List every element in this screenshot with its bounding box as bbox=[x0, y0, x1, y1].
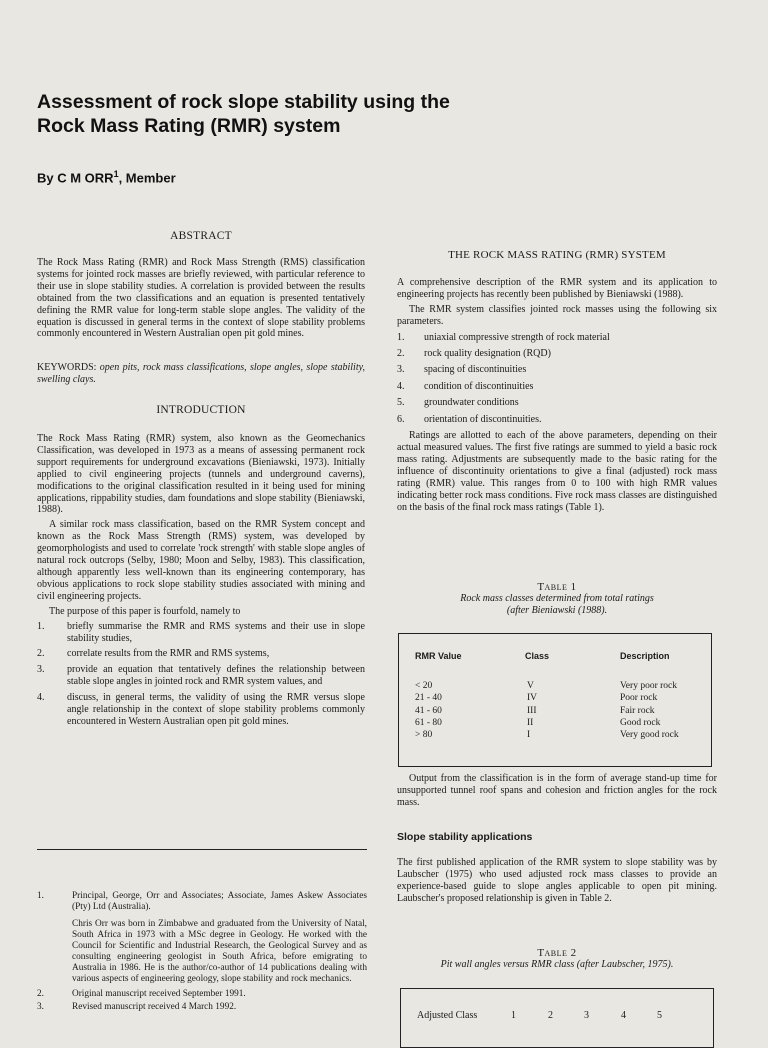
table1-caption-line-1: Rock mass classes determined from total ratings bbox=[460, 593, 654, 604]
rmr-paragraph-4: Output from the classification is in the form of average stand-up time for unsupported tunnel roof spans and cohesion and friction angles for the rock mass. bbox=[397, 773, 717, 808]
table1-description-column bbox=[620, 680, 679, 741]
list-item: 4. discuss, in general terms, the validity of using the RMR versus slope angle relationship in the context of slope stability problems commonly encountered in Western Australian open pit gold mines. bbox=[37, 692, 365, 727]
table-cell: III bbox=[527, 705, 537, 716]
slope-stability-paragraph: The first published application of the RMR system to slope stability was by Laubscher (1975) who used adjusted rock mass classes to provide an experience-based guide to slope angles applicable to open pit mining. Laubscher's proposed relationship is given in Table 2. bbox=[397, 857, 717, 904]
list-item: 1. briefly summarise the RMR and RMS systems and their use in slope stability studies, bbox=[37, 620, 365, 644]
introduction-body bbox=[37, 433, 365, 732]
table2-caption bbox=[397, 947, 717, 971]
table1 bbox=[398, 633, 712, 767]
list-item: 4. condition of discontinuities bbox=[397, 380, 534, 392]
slope-stability-heading: Slope stability applications bbox=[397, 831, 533, 843]
list-item: 1. uniaxial compressive strength of rock material bbox=[397, 331, 610, 343]
table2 bbox=[400, 988, 714, 1048]
table-cell: > 80 bbox=[415, 730, 433, 741]
list-item: 3. spacing of discontinuities bbox=[397, 364, 527, 376]
table2-row-label: Adjusted Class bbox=[417, 1010, 478, 1021]
rmr-system-body bbox=[397, 277, 717, 513]
table-cell: 2 bbox=[548, 1010, 553, 1021]
introduction-heading: INTRODUCTION bbox=[156, 404, 246, 416]
footnote-divider bbox=[37, 849, 367, 850]
author-name: By C M ORR bbox=[37, 170, 114, 186]
table-cell: 3 bbox=[584, 1010, 589, 1021]
intro-paragraph-3: The purpose of this paper is fourfold, namely to bbox=[49, 605, 241, 617]
list-item: 2. rock quality designation (RQD) bbox=[397, 348, 551, 360]
list-item: 2. correlate results from the RMR and RMS systems, bbox=[37, 648, 270, 660]
table-cell: 61 - 80 bbox=[415, 717, 442, 728]
title-line-2: Rock Mass Rating (RMR) system bbox=[37, 115, 341, 137]
table-cell: Very poor rock bbox=[620, 681, 677, 691]
intro-paragraph-1: The Rock Mass Rating (RMR) system, also known as the Geomechanics Classification, was developed in 1973 as a means of assessing permanent rock support requirements for underground excavations (Bieniawski, 1973). Initially applied to civil engineering projects (tunnels and underground caverns), modifications to the original classification resulted in it being used for mining applications, rippability studies, dam foundations and slope stability (Bieniawski, 1988). bbox=[37, 433, 365, 516]
title-line-1: Assessment of rock slope stability using the bbox=[37, 91, 450, 113]
author-byline bbox=[37, 169, 176, 185]
table1-caption bbox=[397, 581, 717, 617]
footnote-item: 3. Revised manuscript received 4 March 1992. bbox=[37, 1002, 237, 1012]
table-cell: 21 - 40 bbox=[415, 693, 442, 704]
table-cell: II bbox=[527, 717, 534, 728]
table-cell: I bbox=[527, 730, 531, 741]
abstract-text: The Rock Mass Rating (RMR) and Rock Mass Strength (RMS) classification systems for jointed rock masses are briefly reviewed, with particular reference to their use in slope stability studies. A correlation is provided between the results obtained from the two classifications and an equation is presented tentatively defining the RMR value for long-term stable slope angles. The validity of the equation is discussed in general terms in the context of slope stability problems commonly encountered in Western Australian open pit gold mines. bbox=[37, 257, 365, 340]
author-bio: Chris Orr was born in Zimbabwe and graduated from the University of Natal, South Africa in 1973 with a MSc degree in Geology. He worked with the Council for Scientific and Industrial Research, the Geological Survey and as consulting engineering geologist in South Africa, before emigrating to Australia in 1986. He is the author/co-author of 14 publications dealing with various aspects of engineering geology, slope stability and rock mechanics. bbox=[72, 919, 367, 984]
keywords-text: open pits, rock mass classifications, slope angles, slope stability, swelling clays. bbox=[37, 362, 365, 385]
purpose-list bbox=[37, 621, 365, 728]
table-cell: Very good rock bbox=[620, 730, 679, 741]
table1-class-column bbox=[527, 680, 537, 741]
table1-rmr-column bbox=[415, 680, 442, 741]
table2-label: Table 2 bbox=[537, 947, 577, 959]
keywords-label: KEYWORDS: bbox=[37, 362, 97, 373]
keywords bbox=[37, 362, 365, 386]
table1-header-rmr: RMR Value bbox=[415, 651, 462, 661]
rmr-paragraph-2: The RMR system classifies jointed rock masses using the following six parameters. bbox=[397, 303, 717, 327]
table-cell: < 20 bbox=[415, 681, 433, 691]
rmr-paragraph-3: Ratings are allotted to each of the above parameters, depending on their actual measured values. The first five ratings are summed to yield a basic rock mass rating. Adjustments are subsequently made to the basic rating for the influence of discontinuity orientations to give a final (adjusted) rock mass rating (RMR) value. This ranges from 0 to 100 with high RMR values indicating better rock mass conditions. Five rock mass classes are distinguished on the basis of the final rock mass ratings (Table 1). bbox=[397, 430, 717, 513]
footnote-item: 1. Principal, George, Orr and Associates; Associate, James Askew Associates (Pty) Ltd (Australia). bbox=[37, 891, 367, 912]
footnote-item: 2. Original manuscript received September 1991. bbox=[37, 989, 246, 999]
list-item: 5. groundwater conditions bbox=[397, 397, 519, 409]
table-cell: 5 bbox=[657, 1010, 662, 1021]
list-item: 6. orientation of discontinuities. bbox=[397, 413, 542, 425]
table-cell: 41 - 60 bbox=[415, 705, 442, 716]
author-footnote-marker: 1 bbox=[113, 169, 119, 179]
table-cell: IV bbox=[527, 693, 538, 704]
table2-caption-text: Pit wall angles versus RMR class (after Laubscher, 1975). bbox=[440, 959, 674, 970]
intro-paragraph-2: A similar rock mass classification, based on the RMR System concept and known as the Rock Mass Strength (RMS) system, was developed by geomorphologists and used to correlate 'rock strength' with stable slope angles of natural rock outcrops (Selby, 1980; Moon and Selby, 1983). This classification, although apparently less well-known than its engineering contemporary, has obvious applications to rock slope stability studies associated with mining and civil engineering projects. bbox=[37, 519, 365, 602]
author-suffix: , Member bbox=[118, 170, 176, 186]
table-cell: V bbox=[527, 681, 534, 691]
rmr-paragraph-1: A comprehensive description of the RMR system and its application to engineering projects has recently been published by Bieniawski (1988). bbox=[397, 277, 717, 300]
list-item: 3. provide an equation that tentatively defines the relationship between stable slope angles in jointed rock and RMR system values, and bbox=[37, 664, 365, 688]
table-cell: 4 bbox=[621, 1010, 626, 1021]
table1-caption-line-2: (after Bieniawski (1988). bbox=[506, 605, 608, 616]
footnotes bbox=[37, 891, 367, 1013]
table1-header-class: Class bbox=[525, 651, 550, 661]
table1-label: Table 1 bbox=[537, 581, 577, 593]
table1-header-description: Description bbox=[620, 651, 670, 661]
abstract-heading: ABSTRACT bbox=[170, 230, 232, 242]
rmr-system-heading: THE ROCK MASS RATING (RMR) SYSTEM bbox=[448, 249, 666, 261]
table-cell: Fair rock bbox=[620, 705, 655, 716]
table-cell: Poor rock bbox=[620, 693, 658, 704]
table-cell: Good rock bbox=[620, 717, 661, 728]
paper-title bbox=[37, 90, 557, 138]
parameter-list bbox=[397, 332, 717, 426]
table-cell: 1 bbox=[511, 1010, 516, 1021]
